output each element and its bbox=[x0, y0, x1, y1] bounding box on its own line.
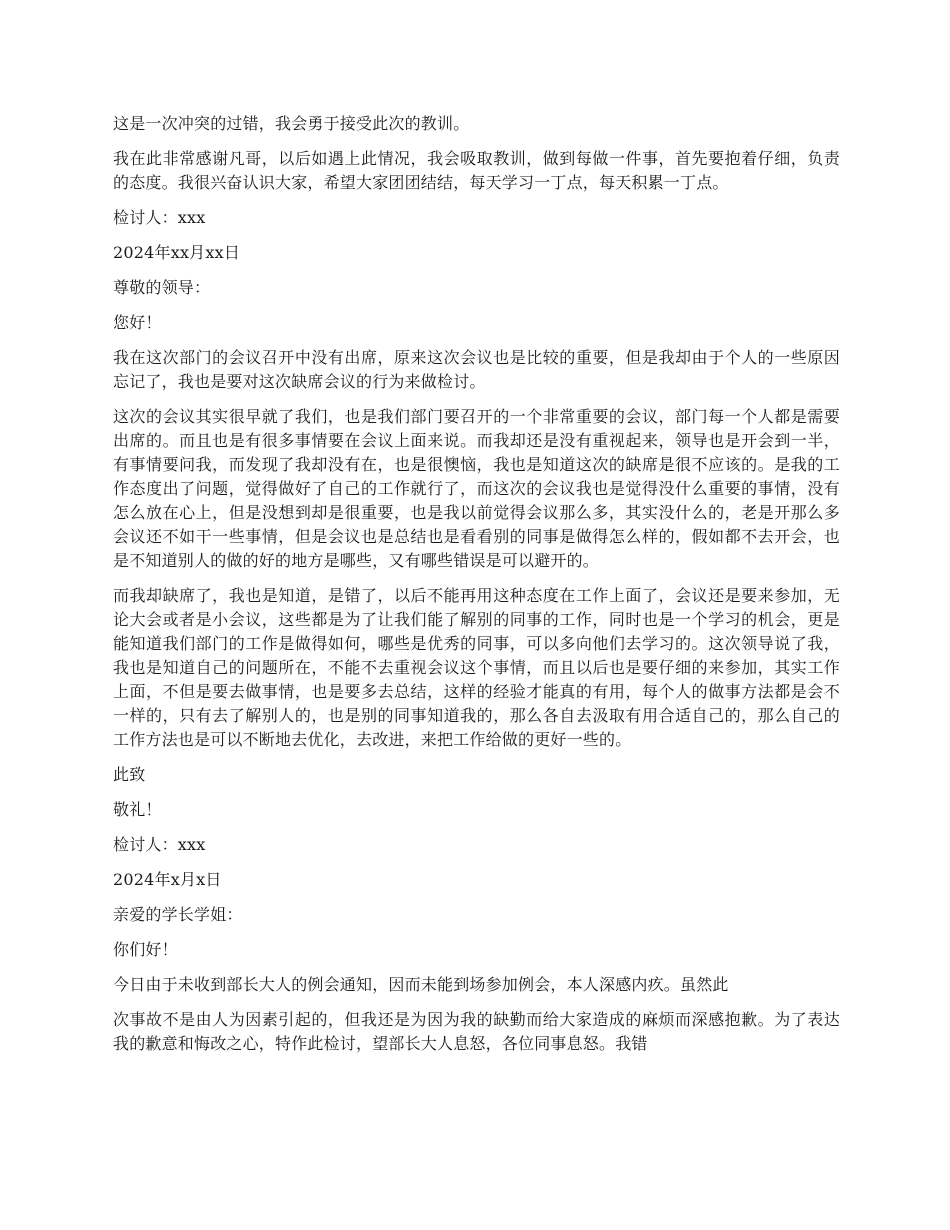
salutation: 亲爱的学长学姐： bbox=[113, 905, 243, 924]
paragraph: 这是一次冲突的过错，我会勇于接受此次的教训。 bbox=[113, 114, 470, 133]
greeting: 您好！ bbox=[113, 313, 162, 332]
signature-line: 检讨人：xxx bbox=[113, 208, 206, 227]
paragraph: 我在这次部门的会议召开中没有出席，原来这次会议也是比较的重要，但是我却由于个人的一些原因忘记了，我也是要对这次缺席会议的行为来做检讨。 bbox=[113, 348, 840, 391]
date-line: 2024年x月x日 bbox=[113, 870, 222, 889]
paragraph: 而我却缺席了，我也是知道，是错了，以后不能再用这种态度在工作上面了，会议还是要来参加，无论大会或者是小会议，这些都是为了让我们能了解别的同事的工作，同时也是一个学习的机会，更是能知道我们部门的工作是做得如何，哪些是优秀的同事，可以多向他们去学习的。这次领导说了我，我也是知道自己的问题所在，不能不去重视会议这个事情，而且以后也是要仔细的来参加，其实工作上面，不但是要去做事情，也是要多去总结，这样的经验才能真的有用，每个人的做事方法都是会不一样的，只有去了解别人的，也是别的同事知道我的，那么各自去汲取有用合适自己的，那么自己的工作方法也是可以不断地去优化，去改进，来把工作给做的更好一些的。 bbox=[113, 586, 840, 749]
document-body bbox=[113, 112, 840, 1067]
salutation: 尊敬的领导： bbox=[113, 278, 211, 297]
paragraph: 次事故不是由人为因素引起的，但我还是为因为我的缺勤而给大家造成的麻烦而深感抱歉。为了表达我的歉意和悔改之心，特作此检讨，望部长大人息怒，各位同事息怒。我错 bbox=[113, 1010, 840, 1053]
signature-line: 检讨人：xxx bbox=[113, 835, 206, 854]
date-line: 2024年xx月xx日 bbox=[113, 243, 241, 262]
closing: 此致 bbox=[113, 765, 146, 784]
paragraph: 这次的会议其实很早就了我们，也是我们部门要召开的一个非常重要的会议，部门每一个人都是需要出席的。而且也是有很多事情要在会议上面来说。而我却还是没有重视起来，领导也是开会到一半，有事情要问我，而发现了我却没有在，也是很懊恼，我也是知道这次的缺席是很不应该的。是我的工作态度出了问题，觉得做好了自己的工作就行了，而这次的会议我也是觉得没什么重要的事情，没有怎么放在心上，但是没想到却是很重要，也是我以前觉得会议那么多，其实没什么的，老是开那么多会议还不如干一些事情，但是会议也是总结也是看看别的同事是做得怎么样的，假如都不去开会，也是不知道别人的做的好的地方是哪些，又有哪些错误是可以避开的。 bbox=[113, 407, 840, 570]
greeting: 你们好！ bbox=[113, 940, 178, 959]
closing: 敬礼！ bbox=[113, 800, 162, 819]
paragraph: 我在此非常感谢凡哥，以后如遇上此情况，我会吸取教训，做到每做一件事，首先要抱着仔细，负责的态度。我很兴奋认识大家，希望大家团团结结，每天学习一丁点，每天积累一丁点。 bbox=[113, 149, 840, 192]
paragraph: 今日由于未收到部长大人的例会通知，因而未能到场参加例会，本人深感内疚。虽然此 bbox=[113, 975, 729, 994]
